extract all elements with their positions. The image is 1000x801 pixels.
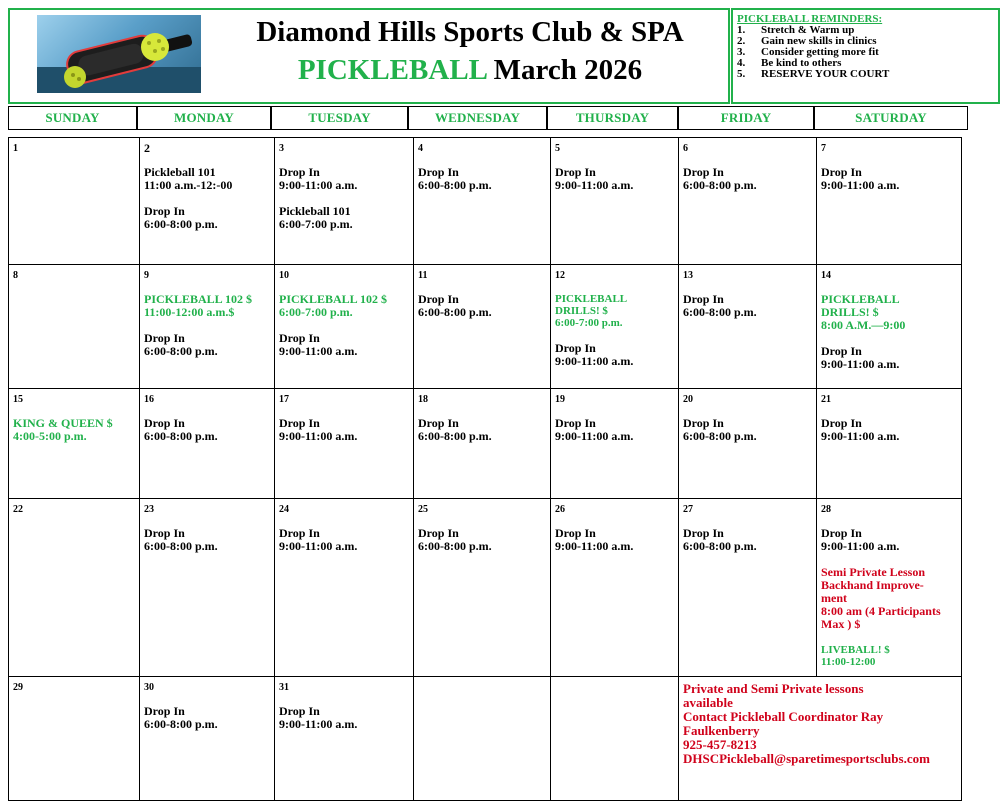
reminder-text: Be kind to others (761, 57, 842, 69)
calendar-event: Drop In 9:00-11:00 a.m. (279, 416, 358, 443)
contact-info-cell (678, 676, 962, 801)
day-cell (413, 676, 551, 801)
day-cell (413, 388, 551, 499)
day-number: 14 (821, 270, 831, 281)
weekday-sunday: SUNDAY (8, 106, 137, 130)
day-cell (274, 264, 414, 389)
day-number: 6 (683, 143, 688, 154)
calendar-event: Drop In 6:00-8:00 p.m. (683, 165, 757, 192)
day-cell (816, 388, 962, 499)
day-number: 21 (821, 394, 831, 405)
day-number: 20 (683, 394, 693, 405)
reminder-number: 2. (737, 35, 746, 47)
day-number: 1 (13, 143, 18, 154)
day-cell (816, 264, 962, 389)
day-number: 13 (683, 270, 693, 281)
weekday-monday: MONDAY (137, 106, 271, 130)
day-cell (413, 264, 551, 389)
sport-name: PICKLEBALL (297, 54, 487, 86)
day-number: 7 (821, 143, 826, 154)
calendar-subtitle (210, 54, 730, 87)
calendar-event: PICKLEBALL DRILLS! $ 8:00 A.M.—9:00 (821, 292, 906, 332)
day-number: 23 (144, 504, 154, 515)
day-cell (274, 498, 414, 677)
day-number: 17 (279, 394, 289, 405)
day-cell (678, 388, 817, 499)
calendar-event: Drop In 9:00-11:00 a.m. (279, 526, 358, 553)
calendar-event: Drop In 6:00-8:00 p.m. (418, 165, 492, 192)
weekday-friday: FRIDAY (678, 106, 814, 130)
day-cell (8, 676, 140, 801)
weekday-wednesday: WEDNESDAY (408, 106, 547, 130)
club-title: Diamond Hills Sports Club & SPA (256, 16, 684, 48)
calendar-event: Drop In 6:00-8:00 p.m. (144, 204, 218, 231)
day-cell (816, 137, 962, 265)
day-cell (139, 264, 275, 389)
reminders-title: PICKLEBALL REMINDERS: (737, 13, 883, 25)
day-number: 25 (418, 504, 428, 515)
reminder-text: Consider getting more fit (761, 46, 879, 58)
calendar-event: Pickleball 101 6:00-7:00 p.m. (279, 204, 353, 231)
calendar-event: Drop In 6:00-8:00 p.m. (144, 704, 218, 731)
reminder-number: 3. (737, 46, 746, 58)
calendar-header (8, 8, 730, 104)
calendar-event: Drop In 9:00-11:00 a.m. (279, 704, 358, 731)
calendar-event: PICKLEBALL 102 $ 6:00-7:00 p.m. (279, 292, 388, 319)
month-label: March 2026 (493, 54, 643, 86)
day-cell (8, 264, 140, 389)
calendar-event: PICKLEBALL 102 $ 11:00-12:00 a.m.$ (144, 292, 253, 319)
day-number: 19 (555, 394, 565, 405)
calendar-event: Drop In 6:00-8:00 p.m. (418, 416, 492, 443)
reminders-list (737, 25, 998, 80)
calendar-event: KING & QUEEN $ 4:00-5:00 p.m. (13, 416, 113, 443)
day-cell (139, 498, 275, 677)
day-cell (274, 676, 414, 801)
day-cell (816, 498, 962, 677)
day-number: 9 (144, 270, 149, 281)
weekday-thursday: THURSDAY (547, 106, 678, 130)
calendar-grid (8, 137, 963, 797)
day-number: 2 (144, 141, 150, 155)
day-cell (550, 264, 679, 389)
day-cell (274, 137, 414, 265)
day-number: 30 (144, 682, 154, 693)
day-number: 5 (555, 143, 560, 154)
day-number: 29 (13, 682, 23, 693)
calendar-event: Drop In 6:00-8:00 p.m. (683, 526, 757, 553)
reminder-number: 1. (737, 24, 746, 36)
reminder-number: 5. (737, 68, 746, 80)
calendar-event: Drop In 9:00-11:00 a.m. (279, 165, 358, 192)
day-cell (413, 498, 551, 677)
day-number: 22 (13, 504, 23, 515)
day-number: 12 (555, 270, 565, 281)
day-number: 4 (418, 143, 423, 154)
day-number: 18 (418, 394, 428, 405)
calendar-event: Drop In 6:00-8:00 p.m. (683, 416, 757, 443)
weekday-tuesday: TUESDAY (271, 106, 408, 130)
calendar-event: Drop In 9:00-11:00 a.m. (555, 341, 634, 368)
day-cell (139, 676, 275, 801)
calendar-event: LIVEBALL! $ 11:00-12:00 (821, 644, 890, 668)
day-number: 3 (279, 143, 284, 154)
reminders-box (731, 8, 1000, 104)
calendar-event: Drop In 9:00-11:00 a.m. (555, 165, 634, 192)
day-cell (550, 137, 679, 265)
calendar-event: Drop In 9:00-11:00 a.m. (821, 344, 900, 371)
calendar-event: Drop In 9:00-11:00 a.m. (279, 331, 358, 358)
day-number: 27 (683, 504, 693, 515)
day-number: 24 (279, 504, 289, 515)
day-cell (678, 264, 817, 389)
day-cell (8, 137, 140, 265)
reminder-text: RESERVE YOUR COURT (761, 68, 890, 80)
weekday-saturday: SATURDAY (814, 106, 968, 130)
calendar-event: Pickleball 101 11:00 a.m.-12:-00 (144, 165, 233, 192)
pickleball-paddle-photo (37, 15, 201, 93)
calendar-event: Drop In 6:00-8:00 p.m. (683, 292, 757, 319)
day-cell (8, 498, 140, 677)
day-number: 10 (279, 270, 289, 281)
day-cell (550, 498, 679, 677)
day-cell (413, 137, 551, 265)
day-cell (8, 388, 140, 499)
calendar-event: Drop In 6:00-8:00 p.m. (418, 292, 492, 319)
day-number: 26 (555, 504, 565, 515)
day-cell (678, 137, 817, 265)
day-cell (550, 676, 679, 801)
day-cell (274, 388, 414, 499)
reminder-number: 4. (737, 57, 746, 69)
calendar-event: Drop In 9:00-11:00 a.m. (821, 526, 900, 553)
reminder-item (737, 69, 998, 80)
day-number: 31 (279, 682, 289, 693)
calendar-event: Drop In 9:00-11:00 a.m. (821, 165, 900, 192)
calendar-event: Drop In 6:00-8:00 p.m. (144, 331, 218, 358)
day-number: 15 (13, 394, 23, 405)
day-cell (550, 388, 679, 499)
day-cell (139, 388, 275, 499)
calendar-event: Drop In 9:00-11:00 a.m. (555, 526, 634, 553)
calendar-event: Semi Private Lesson Backhand Improve- ment 8:00 am (4 Participants Max ) $ (821, 565, 941, 631)
day-number: 11 (418, 270, 428, 281)
day-number: 28 (821, 504, 831, 515)
day-cell (678, 498, 817, 677)
calendar-event: Drop In 6:00-8:00 p.m. (144, 526, 218, 553)
day-number: 16 (144, 394, 154, 405)
calendar-event: Drop In 9:00-11:00 a.m. (555, 416, 634, 443)
calendar-event: Drop In 6:00-8:00 p.m. (418, 526, 492, 553)
day-cell (139, 137, 275, 265)
calendar-event: Drop In 6:00-8:00 p.m. (144, 416, 218, 443)
contact-info-text: Private and Semi Private lessons available Contact Pickleball Coordinator Ray Faulkenberry 925-457-8213 DHSCPickleball@sparetimesportsclubs.com (683, 681, 930, 766)
day-number: 8 (13, 270, 18, 281)
calendar-event: Drop In 9:00-11:00 a.m. (821, 416, 900, 443)
reminder-text: Stretch & Warm up (761, 24, 855, 36)
calendar-event: PICKLEBALL DRILLS! $ 6:00-7:00 p.m. (555, 293, 628, 329)
reminder-text: Gain new skills in clinics (761, 35, 877, 47)
